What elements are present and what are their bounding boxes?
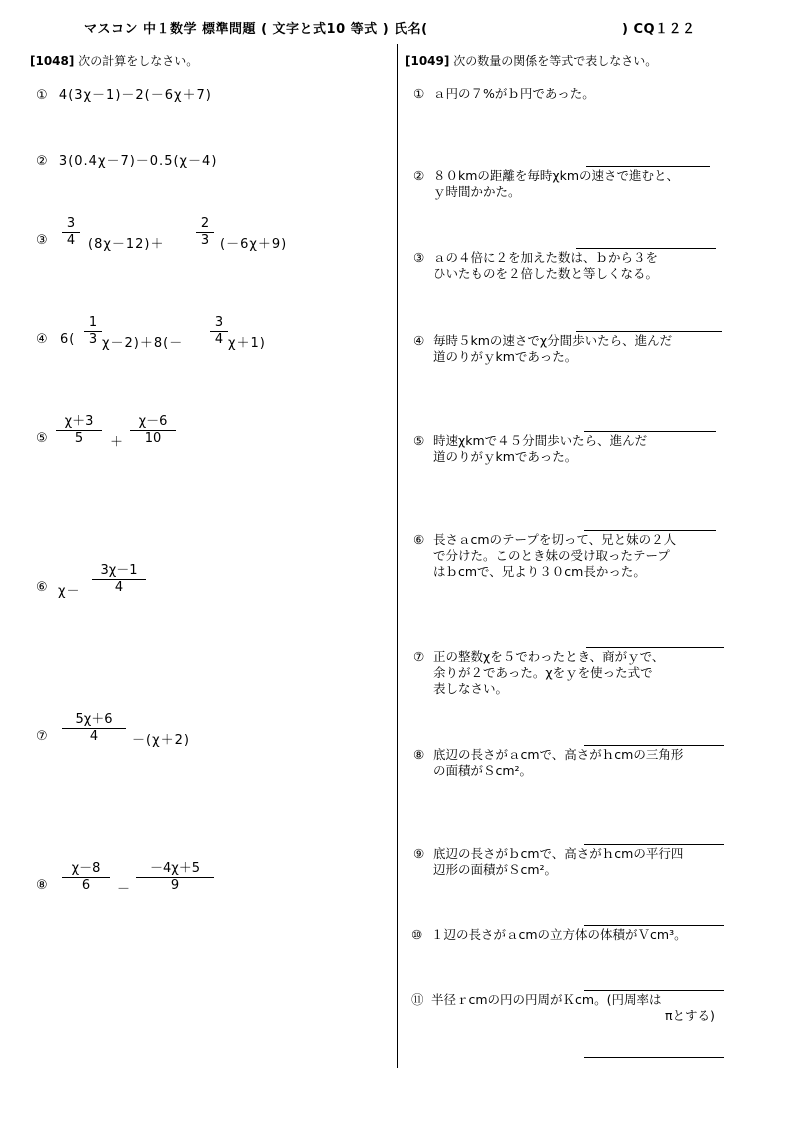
expression-tail: －(χ＋2) [132, 733, 190, 748]
answer-line-11 [584, 990, 724, 991]
question-number: ② [36, 154, 49, 169]
question-number: ⑥ [413, 532, 425, 547]
fraction [136, 861, 214, 894]
column-divider [397, 44, 398, 1068]
question-text-line-1: 底辺の長さがｂcmで、高さがｈcmの平行四 [433, 846, 684, 861]
answer-line-2 [586, 166, 710, 167]
expression-tail: χ＋1) [228, 336, 266, 351]
question-number: ⑧ [413, 747, 425, 762]
page-title: マスコン 中１数学 標準問題 ( 文字と式10 等式 ) 氏名( [84, 22, 428, 37]
numerator: χ＋3 [64, 414, 94, 429]
numerator: 3 [66, 216, 76, 231]
question-text-line-1: ８０kmの距離を毎時χkmの速さで進むと、 [433, 168, 680, 183]
question-number: ① [36, 88, 49, 103]
denominator: 3 [200, 233, 210, 248]
denominator: 5 [74, 431, 84, 446]
question-number: ⑤ [36, 431, 49, 446]
question-number: ⑥ [36, 580, 49, 595]
expression-prefix: 6( [60, 332, 76, 347]
question-text-line-1: 正の整数χを５でわったとき、商がｙで、 [433, 649, 665, 664]
question-text-line-2: πとする) [665, 1008, 715, 1023]
question-number: ③ [36, 233, 49, 248]
left-section-instruction: 次の計算をしなさい。 [78, 54, 199, 68]
question-number: ⑪ [411, 992, 424, 1007]
worksheet-code: ) CQ１２２ [622, 22, 696, 37]
question-number: ③ [413, 250, 425, 265]
denominator: 9 [170, 878, 180, 893]
numerator: χ－8 [71, 861, 101, 876]
answer-line-8 [584, 745, 724, 746]
denominator: 10 [144, 431, 162, 446]
left-question-1 [36, 84, 212, 103]
left-question-2 [36, 150, 217, 169]
right-section-number: [1049] [405, 54, 450, 68]
question-text-line-1: 長さａcmのテープを切って、兄と妹の２人 [433, 532, 677, 547]
question-text-line-2: 道のりがｙkmであった。 [433, 349, 578, 364]
question-number: ① [413, 86, 425, 101]
fraction [84, 315, 102, 348]
operator: ＋ [110, 435, 125, 450]
right-section-instruction: 次の数量の関係を等式で表しなさい。 [453, 54, 658, 68]
answer-line-12 [584, 1057, 724, 1058]
denominator: 4 [114, 580, 124, 595]
answer-line-7 [586, 647, 724, 648]
fraction [196, 216, 214, 249]
question-text-line-2: 辺形の面積がＳcm²。 [433, 862, 558, 877]
fraction [62, 216, 80, 249]
numerator: χ－6 [138, 414, 168, 429]
expression-middle: χ－2)＋8(－ [102, 336, 184, 351]
left-section-number: [1048] [30, 54, 75, 68]
question-text-line-1: ａ円の７%がｂ円であった。 [433, 86, 595, 101]
answer-line-6 [584, 530, 716, 531]
question-number: ⑧ [36, 878, 49, 893]
question-number: ⑦ [413, 649, 425, 664]
answer-line-5 [584, 431, 716, 432]
expression-prefix: χ－ [58, 584, 81, 599]
numerator: 5χ＋6 [75, 712, 113, 727]
left-section-heading [30, 52, 198, 69]
denominator: 4 [89, 729, 99, 744]
numerator: 3χ－1 [100, 563, 138, 578]
question-number: ⑨ [413, 846, 425, 861]
fraction [62, 861, 110, 894]
fraction [56, 414, 102, 447]
question-text-line-3: はｂcmで、兄より３０cm長かった。 [433, 564, 646, 579]
question-number: ⑤ [413, 433, 425, 448]
question-text-line-2: ひいたものを２倍した数と等しくなる。 [433, 266, 659, 281]
expression-tail: (－6χ＋9) [220, 237, 288, 252]
question-text-line-1: 底辺の長さがａcmで、高さがｈcmの三角形 [433, 747, 684, 762]
fraction [130, 414, 176, 447]
expression: 3(0.4χ－7)－0.5(χ－4) [58, 154, 218, 169]
fraction [210, 315, 228, 348]
operator: － [117, 882, 132, 897]
answer-line-3 [576, 248, 716, 249]
question-text-line-2: 余りが２であった。χをｙを使った式で [433, 665, 653, 680]
question-text-line-1: １辺の長さがａcmの立方体の体積がＶcm³。 [431, 927, 687, 942]
denominator: 3 [88, 332, 98, 347]
question-text-line-1: 時速χkmで４５分間歩いたら、進んだ [433, 433, 648, 448]
question-text-line-2: の面積がＳcm²。 [433, 763, 533, 778]
denominator: 4 [214, 332, 224, 347]
question-number: ④ [413, 333, 425, 348]
question-number: ② [413, 168, 425, 183]
expression-middle: (8χ－12)＋ [88, 237, 165, 252]
numerator: 3 [214, 315, 224, 330]
question-number: ⑦ [36, 729, 49, 744]
expression: 4(3χ－1)－2(－6χ＋7) [58, 88, 212, 103]
question-text-line-1: 毎時５kmの速さでχ分間歩いたら、進んだ [433, 333, 673, 348]
fraction [62, 712, 126, 745]
answer-line-10 [584, 925, 724, 926]
right-section-heading [405, 52, 657, 69]
answer-line-4 [576, 331, 722, 332]
numerator: 1 [88, 315, 98, 330]
numerator: 2 [200, 216, 210, 231]
denominator: 6 [81, 878, 91, 893]
fraction [92, 563, 146, 596]
question-text-line-2: 道のりがｙkmであった。 [433, 449, 578, 464]
numerator: －4χ＋5 [149, 861, 201, 876]
question-text-line-2: で分けた。このとき妹の受け取ったテープ [433, 548, 670, 563]
question-text-line-2: ｙ時間かかた。 [433, 184, 521, 199]
denominator: 4 [66, 233, 76, 248]
answer-line-9 [584, 844, 724, 845]
question-text-line-1: ａの４倍に２を加えた数は、ｂから３を [433, 250, 659, 265]
question-text-line-1: 半径ｒcmの円の円周がＫcm。(円周率は [431, 992, 662, 1007]
question-number: ④ [36, 332, 49, 347]
question-text-line-3: 表しなさい。 [433, 681, 509, 696]
question-number: ⑩ [411, 927, 423, 942]
